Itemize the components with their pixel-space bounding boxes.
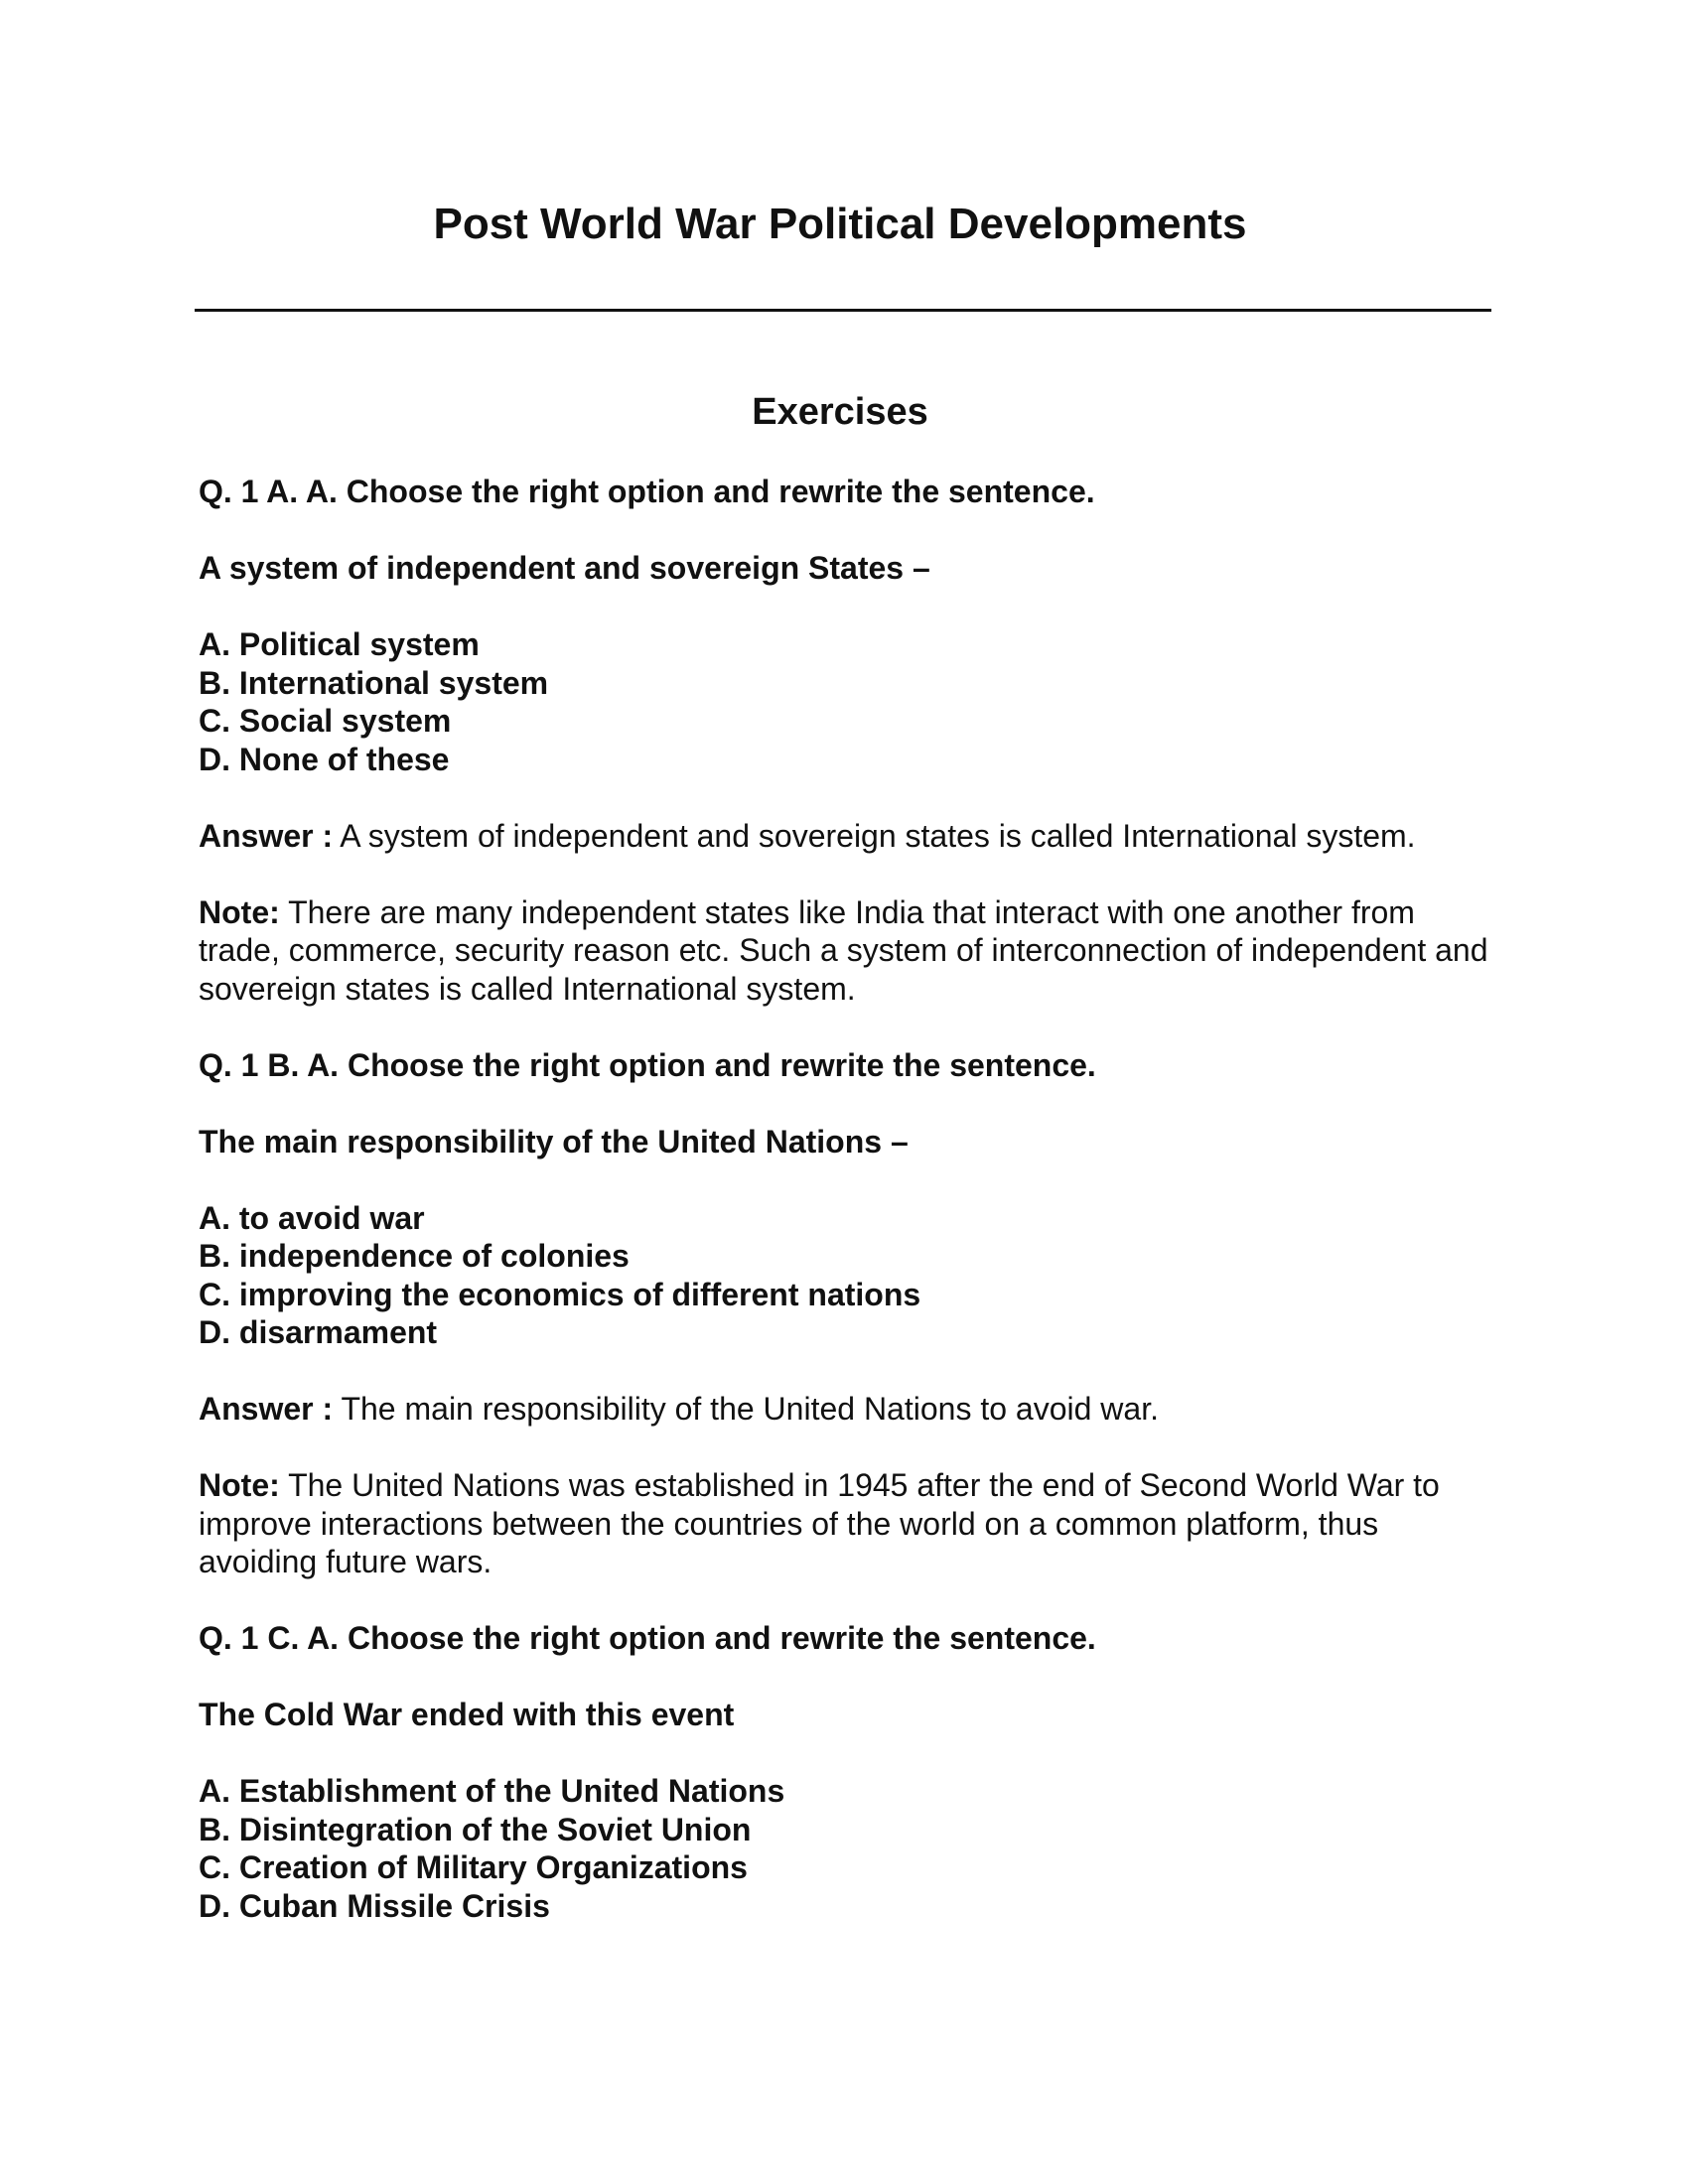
title-divider	[195, 309, 1491, 312]
option-item: A. to avoid war	[199, 1199, 425, 1236]
answer-paragraph	[199, 817, 1489, 856]
option-list	[199, 1772, 1489, 1925]
option-item: B. Disintegration of the Soviet Union	[199, 1811, 752, 1847]
question-heading: Q. 1 B. A. Choose the right option and rewrite the sentence.	[199, 1046, 1096, 1083]
note-paragraph	[199, 1466, 1489, 1581]
answer-text: A system of independent and sovereign states is called International system.	[333, 817, 1416, 854]
note-label: Note:	[199, 1467, 280, 1503]
option-list	[199, 625, 1489, 778]
section-title: Exercises	[752, 391, 928, 433]
document-title: Post World War Political Developments	[433, 200, 1247, 248]
answer-text: The main responsibility of the United Nations to avoid war.	[333, 1391, 1159, 1427]
option-item: D. None of these	[199, 741, 450, 777]
note-text: The United Nations was established in 1945 after the end of Second World War to improve interactions between the countries of the world on a common platform, thus avoiding future wars.	[199, 1467, 1440, 1579]
option-item: B. International system	[199, 664, 549, 701]
option-item: A. Political system	[199, 626, 480, 662]
question-prompt: The main responsibility of the United Nations –	[199, 1123, 909, 1160]
answer-label: Answer :	[199, 817, 334, 854]
option-item: B. independence of colonies	[199, 1238, 630, 1274]
option-item: A. Establishment of the United Nations	[199, 1773, 785, 1809]
note-label: Note:	[199, 893, 280, 930]
note-text: There are many independent states like India that interact with one another from trade, commerce, security reason etc. Such a system of interconnection of independent and sovereign states is called International system.	[199, 893, 1488, 1007]
option-item: D. disarmament	[199, 1314, 438, 1350]
note-paragraph	[199, 893, 1489, 1009]
question-heading: Q. 1 C. A. Choose the right option and rewrite the sentence.	[199, 1620, 1096, 1656]
option-item: C. Creation of Military Organizations	[199, 1849, 748, 1885]
answer-label: Answer :	[199, 1391, 334, 1427]
question-heading: Q. 1 A. A. Choose the right option and rewrite the sentence.	[199, 474, 1095, 509]
exercise-content	[199, 473, 1489, 1964]
option-item: D. Cuban Missile Crisis	[199, 1887, 550, 1924]
option-list	[199, 1199, 1489, 1352]
option-item: C. improving the economics of different nations	[199, 1276, 921, 1312]
question-prompt: The Cold War ended with this event	[199, 1697, 735, 1732]
answer-paragraph	[199, 1390, 1489, 1429]
question-prompt: A system of independent and sovereign States –	[199, 550, 930, 586]
option-item: C. Social system	[199, 703, 452, 739]
